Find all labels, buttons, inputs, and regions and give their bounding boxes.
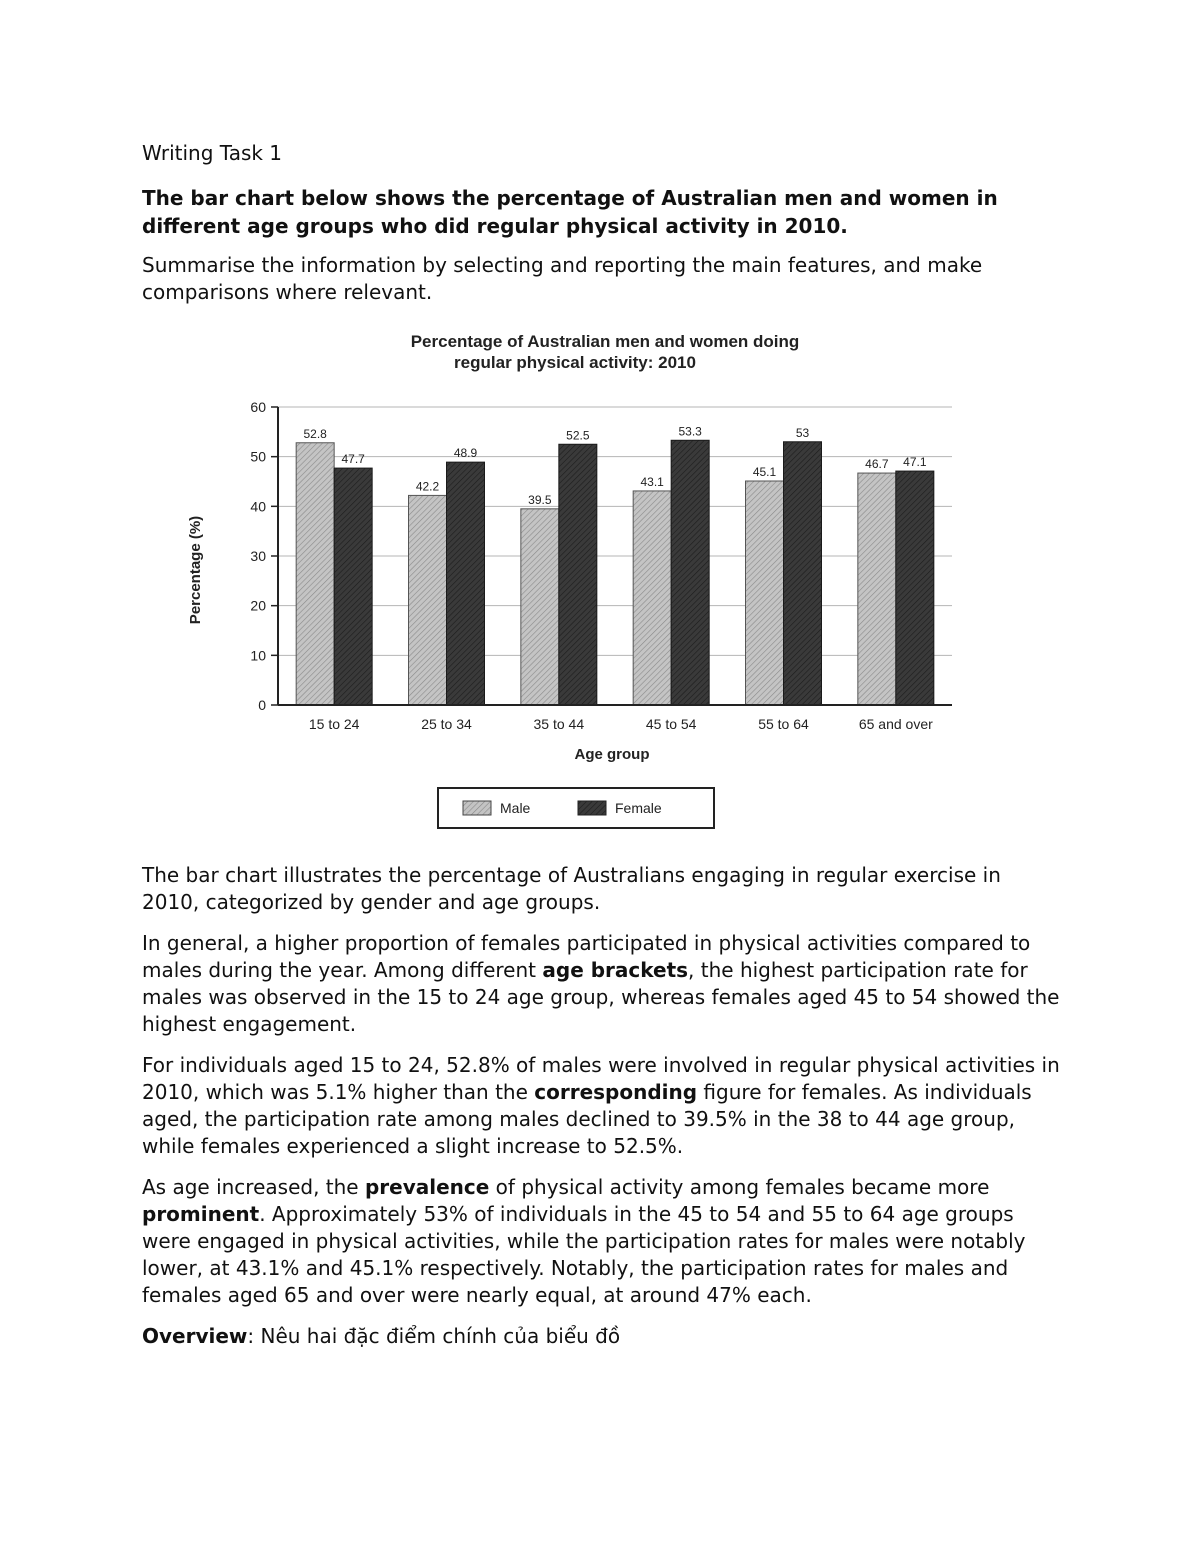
essay-paragraph-2 <box>142 930 1062 1038</box>
bars <box>296 440 934 705</box>
bar-female <box>447 462 485 705</box>
data-label-male: 43.1 <box>640 474 664 489</box>
bar-chart <box>180 325 980 840</box>
x-tick-label: 25 to 34 <box>421 716 472 732</box>
data-label-female: 53 <box>795 425 810 440</box>
data-label-male: 45.1 <box>752 465 777 480</box>
p3-text-c: figure for females. As individuals aged, the participation rate among males declined to 39.5% in the 38 to 44 age group, while females experienced a slight increase to 52.5%. <box>142 1080 1032 1158</box>
bar-female <box>334 468 372 705</box>
p4-text-e: . Approximately 53% of individuals in the 45 to 54 and 55 to 64 age groups were engaged in physical activities, while the participation rates for males were notably lower, at 43.1% and 45.1% respectively. Notably, the participation rates for males and females aged 65 and over were nearly equal, at around 47% each. <box>142 1202 1026 1307</box>
data-label-male: 39.5 <box>528 492 552 507</box>
essay-paragraph-1: The bar chart illustrates the percentage of Australians engaging in regular exercise in 2010, categorized by gender and age groups. <box>142 863 1001 914</box>
y-tick-label: 40 <box>250 498 266 515</box>
bar-female <box>559 444 597 705</box>
task-instruction: Summarise the information by selecting and reporting the main features, and make comparisons where relevant. <box>142 253 983 304</box>
y-tick-label: 60 <box>250 399 266 415</box>
bar-female <box>671 440 709 705</box>
p4-text-a: As age increased, the <box>142 1175 365 1199</box>
chart-title-line2: regular physical activity: 2010 <box>454 353 696 372</box>
bar-female <box>896 471 934 705</box>
x-tick-label: 45 to 54 <box>645 716 697 732</box>
bar-male <box>746 481 784 705</box>
x-tick-label: 65 and over <box>858 716 933 732</box>
data-label-male: 52.8 <box>303 426 327 441</box>
y-tick-label: 0 <box>258 697 266 713</box>
essay <box>142 862 1062 1364</box>
y-axis-label: Percentage (%) <box>187 515 204 625</box>
task-heading: Writing Task 1 <box>142 141 283 165</box>
y-tick-label: 20 <box>250 597 266 614</box>
p2-text-a: In general, a higher proportion of females participated in physical activities compared to males during the year. Among different <box>142 931 1031 982</box>
p4-bold-term-1: prevalence <box>364 1175 490 1199</box>
data-label-female: 52.5 <box>566 428 590 443</box>
task-prompt: The bar chart below shows the percentage of Australian men and women in different age groups who did regular physical activity in 2010. <box>142 186 998 238</box>
essay-paragraph-4 <box>142 1174 1062 1309</box>
p2-text-c: , the highest participation rate for males was observed in the 15 to 24 age group, whereas females aged 45 to 54 showed the highest engagement. <box>142 958 1060 1036</box>
bar-male <box>409 495 447 705</box>
bar-male <box>521 509 559 705</box>
y-tick-label: 30 <box>250 548 266 564</box>
p4-text-c: of physical activity among females became more <box>489 1175 990 1199</box>
bar-chart-svg <box>180 325 980 840</box>
data-label-male: 42.2 <box>415 479 440 494</box>
gridlines <box>278 407 952 655</box>
data-label-female: 48.9 <box>453 446 478 461</box>
legend-label-male: Male <box>500 800 531 816</box>
p3-bold-term: corresponding <box>534 1080 698 1104</box>
document-header <box>142 138 1062 306</box>
overview-text: : Nêu hai đặc điểm chính của biểu đồ <box>247 1324 621 1348</box>
p4-bold-term-2: prominent <box>142 1202 260 1226</box>
data-label-female: 47.1 <box>903 455 927 470</box>
bar-male <box>858 473 896 705</box>
x-axis-label: Age group <box>574 746 650 763</box>
y-tick-label: 50 <box>250 448 266 465</box>
bar-male <box>633 491 671 705</box>
p2-bold-term: age brackets <box>542 958 689 982</box>
essay-paragraph-3 <box>142 1052 1062 1160</box>
p3-text-a: For individuals aged 15 to 24, 52.8% of males were involved in regular physical activities in 2010, which was 5.1% higher than the <box>142 1053 1060 1104</box>
bar-female <box>784 442 822 705</box>
overview-line <box>142 1323 1062 1350</box>
data-label-female: 47.7 <box>341 452 365 467</box>
x-tick-label: 15 to 24 <box>308 716 360 732</box>
legend-swatch-female <box>578 801 606 815</box>
overview-label: Overview <box>142 1324 248 1348</box>
y-tick-label: 10 <box>250 647 266 664</box>
x-tick-label: 35 to 44 <box>533 716 585 732</box>
legend <box>438 788 714 828</box>
bar-male <box>296 443 334 705</box>
data-label-female: 53.3 <box>678 424 702 439</box>
legend-swatch-male <box>463 801 491 815</box>
x-tick-label: 55 to 64 <box>758 716 809 732</box>
data-labels <box>303 424 926 507</box>
legend-label-female: Female <box>615 800 662 816</box>
data-label-male: 46.7 <box>865 457 889 472</box>
chart-title-line1: Percentage of Australian men and women doing <box>410 332 800 351</box>
